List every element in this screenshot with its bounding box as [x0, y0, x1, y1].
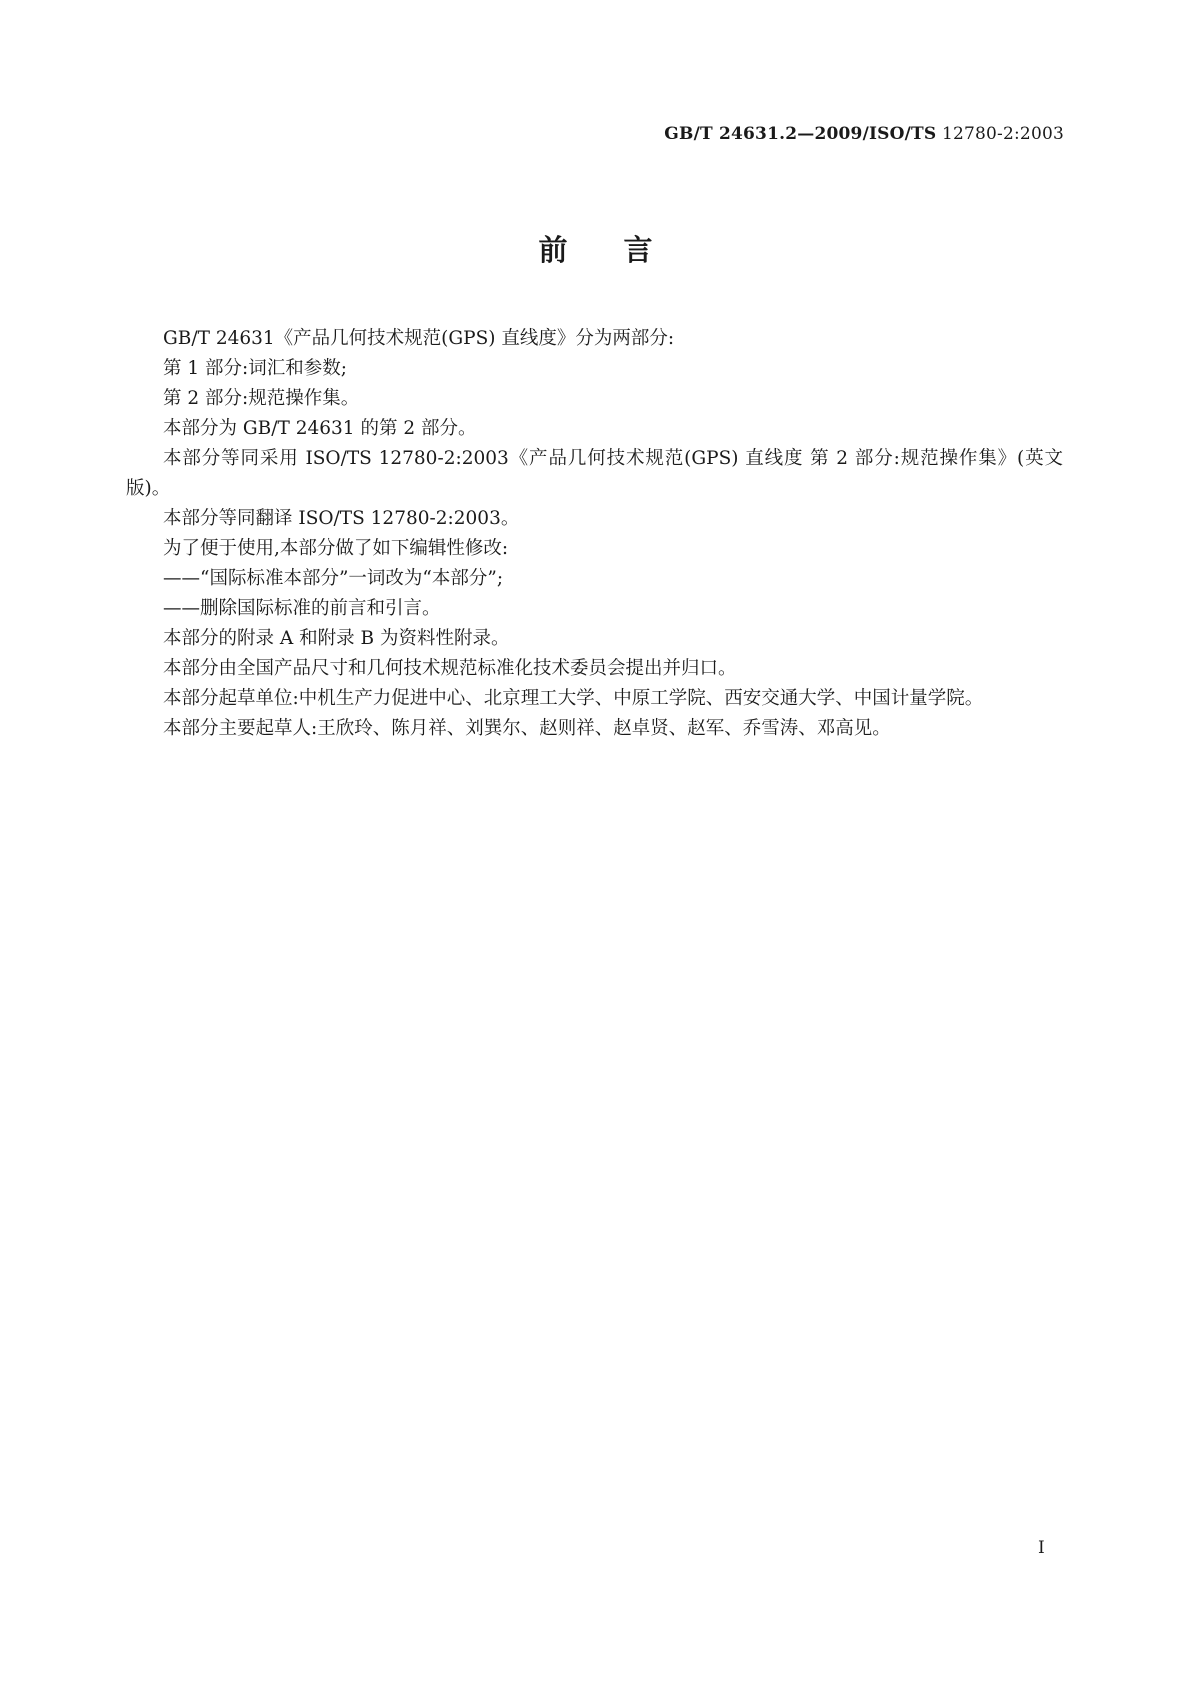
paragraph-part-2: 第 2 部分:规范操作集。	[163, 388, 360, 409]
standard-code-header	[664, 124, 1064, 144]
paragraph-annexes: 本部分的附录 A 和附录 B 为资料性附录。	[163, 628, 510, 649]
page-title: 前言	[538, 233, 709, 267]
paragraph-part-1: 第 1 部分:词汇和参数;	[163, 358, 347, 379]
standard-code-number: 24631.2—2009/	[712, 124, 869, 144]
paragraph-proposer: 本部分由全国产品尺寸和几何技术规范标准化技术委员会提出并归口。	[163, 658, 737, 679]
paragraph-translation: 本部分等同翻译 ISO/TS 12780-2:2003。	[163, 508, 520, 529]
paragraph-drafters: 本部分主要起草人:王欣玲、陈月祥、刘巽尔、赵则祥、赵卓贤、赵军、乔雪涛、邓高见。	[163, 718, 891, 739]
iso-code-prefix: ISO/TS	[868, 124, 937, 144]
paragraph-parts-overview: GB/T 24631《产品几何技术规范(GPS) 直线度》分为两部分:	[163, 328, 675, 349]
foreword-body	[126, 324, 1063, 744]
iso-code-number: 12780-2:2003	[936, 124, 1064, 144]
list-item-change-1: ——“国际标准本部分”一词改为“本部分”;	[163, 568, 504, 589]
paragraph-this-part: 本部分为 GB/T 24631 的第 2 部分。	[163, 418, 477, 439]
standard-code-prefix: GB/T	[664, 124, 713, 144]
page-number: I	[1038, 1538, 1045, 1558]
paragraph-adoption: 本部分等同采用 ISO/TS 12780-2:2003《产品几何技术规范(GPS) 直线度 第 2 部分:规范操作集》(英文版)。	[126, 448, 1063, 499]
list-item-change-2: ——删除国际标准的前言和引言。	[163, 598, 441, 619]
paragraph-drafting-units: 本部分起草单位:中机生产力促进中心、北京理工大学、中原工学院、西安交通大学、中国计量学院。	[163, 688, 984, 709]
paragraph-editorial-changes: 为了便于使用,本部分做了如下编辑性修改:	[163, 538, 509, 559]
